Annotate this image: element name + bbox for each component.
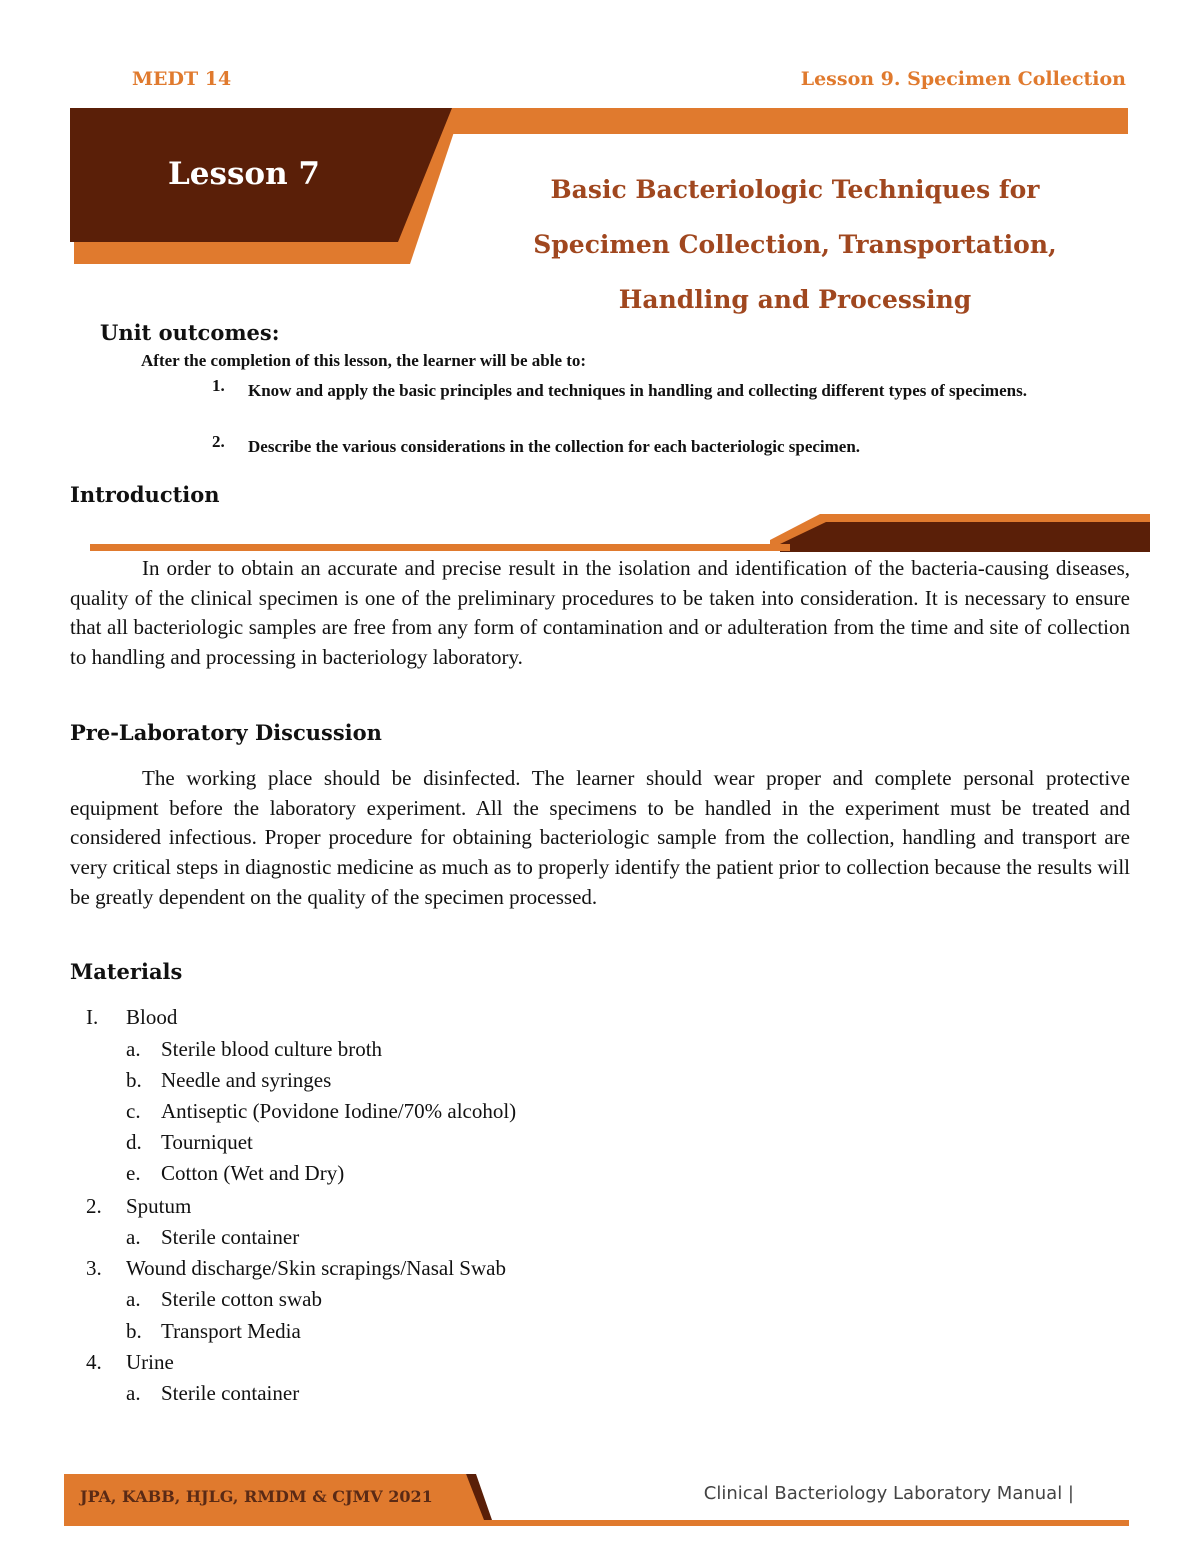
list-item: Blood	[126, 1005, 178, 1029]
list-item: Wound discharge/Skin scrapings/Nasal Swab	[126, 1256, 506, 1280]
lesson-reference: Lesson 9. Specimen Collection	[800, 68, 1126, 90]
sublist-item: Sterile blood culture broth	[161, 1037, 383, 1061]
sublist-letter: e.	[126, 1161, 141, 1185]
sublist-item: Sterile cotton swab	[161, 1287, 322, 1311]
introduction-paragraph	[70, 554, 1130, 673]
list-number: 3.	[86, 1256, 102, 1280]
outcome-number: 1.	[212, 376, 225, 395]
list-item: Sputum	[126, 1194, 192, 1218]
sublist-item: Transport Media	[161, 1319, 301, 1343]
introduction-text: In order to obtain an accurate and precise result in the isolation and identification of the bacteria-causing diseases, quality of the clinical specimen is one of the preliminary procedures to be taken into consideration. It is necessary to ensure that all bacteriologic samples are free from any form of contamination and or adulteration from the time and site of collection to handling and processing in bacteriology laboratory.	[70, 556, 1130, 670]
materials-heading: Materials	[70, 959, 183, 984]
outcome-text: Know and apply the basic principles and techniques in handling and collecting different types of specimens.	[248, 381, 1027, 400]
sublist-item: Cotton (Wet and Dry)	[161, 1161, 345, 1185]
list-number: 4.	[86, 1350, 102, 1374]
unit-outcomes-intro: After the completion of this lesson, the learner will be able to:	[141, 351, 587, 370]
list-number: I.	[86, 1005, 99, 1029]
sublist-letter: a.	[126, 1287, 141, 1311]
pre-lab-paragraph	[70, 764, 1130, 913]
list-number: 2.	[86, 1194, 102, 1218]
outcome-text: Describe the various considerations in the collection for each bacteriologic specimen.	[248, 437, 861, 456]
list-item: Urine	[126, 1350, 174, 1374]
title-line: Basic Bacteriologic Techniques for	[550, 175, 1040, 204]
sublist-item: Sterile container	[161, 1381, 300, 1405]
sublist-letter: b.	[126, 1068, 142, 1092]
sublist-letter: a.	[126, 1381, 141, 1405]
lesson-title	[470, 162, 1120, 327]
sublist-item: Tourniquet	[161, 1130, 253, 1154]
unit-outcomes-heading: Unit outcomes:	[100, 320, 280, 345]
title-line: Handling and Processing	[618, 285, 972, 314]
sublist-letter: c.	[126, 1099, 141, 1123]
outcome-number: 2.	[212, 432, 225, 451]
course-code: MEDT 14	[132, 68, 232, 90]
sublist-letter: b.	[126, 1319, 142, 1343]
sublist-item: Sterile container	[161, 1225, 300, 1249]
section-divider	[0, 510, 1200, 555]
footer-authors: JPA, KABB, HJLG, RMDM & CJMV 2021	[80, 1487, 433, 1506]
sublist-item: Antiseptic (Povidone Iodine/70% alcohol)	[161, 1099, 517, 1123]
lesson-label: Lesson 7	[168, 156, 321, 192]
sublist-letter: a.	[126, 1037, 141, 1061]
sublist-item: Needle and syringes	[161, 1068, 332, 1092]
footer-manual-title: Clinical Bacteriology Laboratory Manual |	[703, 1483, 1074, 1504]
title-line: Specimen Collection, Transportation,	[533, 230, 1057, 259]
pre-lab-text: The working place should be disinfected. The learner should wear proper and complete personal protective equipment before the laboratory experiment. All the specimens to be handled in the experiment must be treated and considered infectious. Proper procedure for obtaining bacteriologic sample from the collection, handling and transport are very critical steps in diagnostic medicine as much as to properly identify the patient prior to collection because the results will be greatly dependent on the quality of the specimen processed.	[70, 766, 1130, 909]
pre-lab-heading: Pre-Laboratory Discussion	[70, 720, 382, 745]
sublist-letter: d.	[126, 1130, 142, 1154]
introduction-heading: Introduction	[70, 482, 220, 507]
sublist-letter: a.	[126, 1225, 141, 1249]
